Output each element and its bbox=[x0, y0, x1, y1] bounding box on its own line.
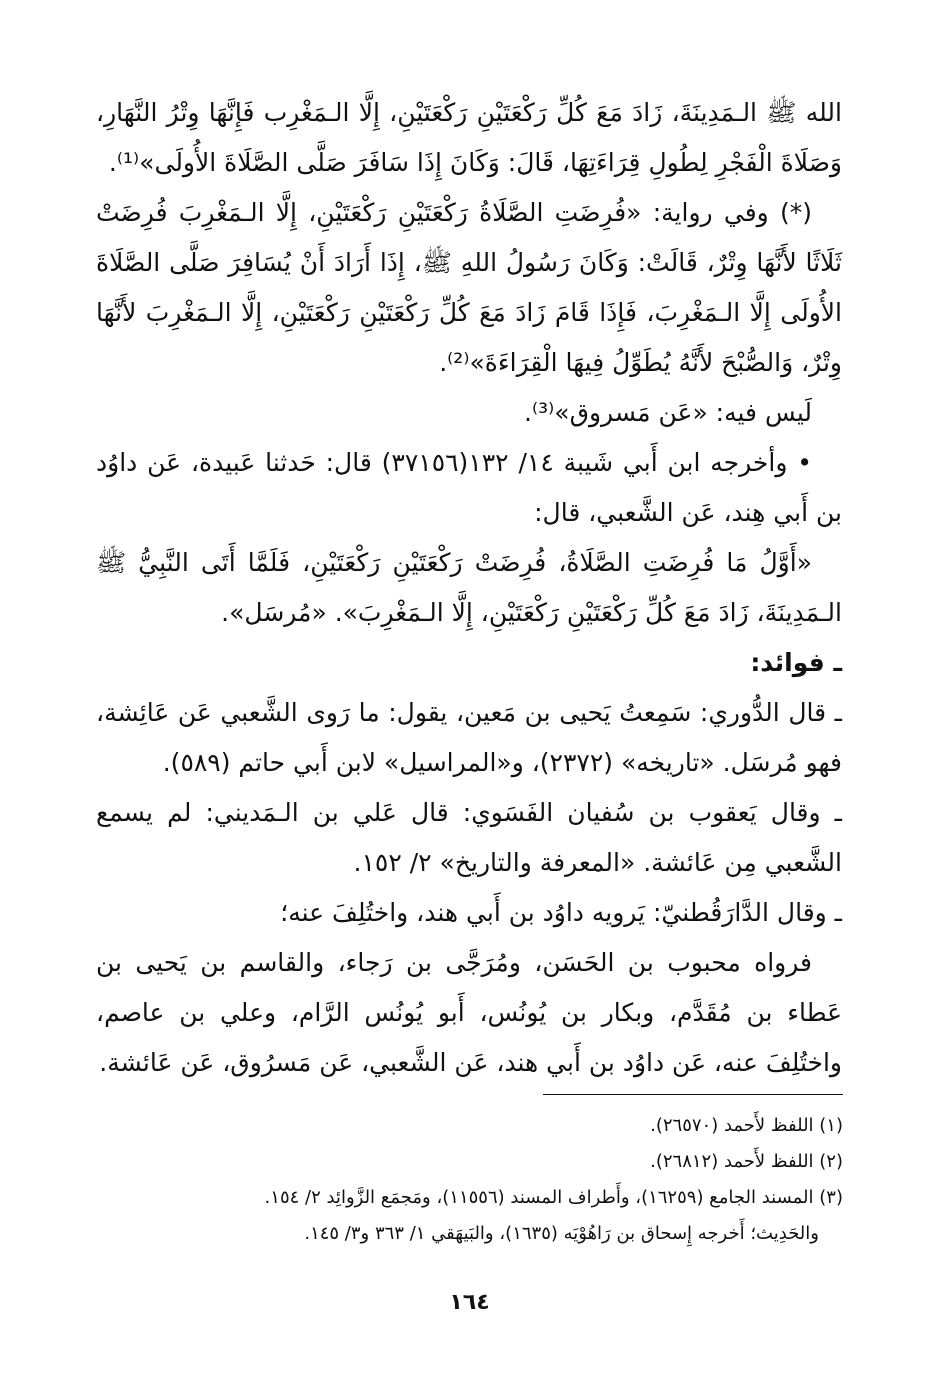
footnote-1: (١) اللفظ لأَحمد (٢٦٥٧٠). bbox=[650, 1115, 843, 1136]
paragraph-duri: ـ قال الدُّوري: سَمِعتُ يَحيى بن مَعين، يقول: ما رَوى الشَّعبي عَن عَائِشة، فهو مُرسَل. «تاريخه» (٢٣٧٢)، و«المراسيل» لابن أَبي حاتم (٥٨٩). bbox=[96, 698, 842, 777]
section-heading-fawaid: ـ فوائد: bbox=[750, 648, 842, 677]
footnotes bbox=[97, 1108, 843, 1252]
paragraph-mursal-hadith: «أَوَّلُ مَا فُرِضَتِ الصَّلَاةُ، فُرِضَتْ رَكْعَتَيْنِ رَكْعَتَيْنِ، فَلَمَّا أَتَى النَّبِيُّ ﷺ الـمَدِينَةَ، زَادَ مَعَ كُلِّ رَكْعَتَيْنِ رَكْعَتَيْنِ، إِلَّا الـمَغْرِبَ». «مُرسَل». bbox=[96, 548, 842, 627]
footnote-divider bbox=[543, 1094, 843, 1095]
paragraph-another-narration: (*) وفي رواية: «فُرِضَتِ الصَّلَاةُ رَكْعَتَيْنِ رَكْعَتَيْنِ، إِلَّا الـمَغْرِبَ فُرِضَتْ ثَلَاثًا لأَنَّهَا وِتْرٌ، قَالَتْ: وَكَانَ رَسُولُ اللهِ ﷺ، إِذَا أَرَادَ أَنْ يُسَافِرَ صَلَّى الصَّلَاةَ الأُولَى إِلَّا الـمَغْرِبَ، فَإِذَا قَامَ زَادَ مَعَ كُلِّ رَكْعَتَيْنِ رَكْعَتَيْنِ، إِلَّا الـمَغْرِبَ لأَنَّهَا وِتْرٌ، وَالصُّبْحَ لأَنَّهُ يُطَوِّلُ فِيهَا الْقِرَاءَةَ»⁽²⁾. bbox=[96, 198, 842, 377]
paragraph-narrators: فرواه محبوب بن الحَسَن، ومُرَجَّى بن رَجاء، والقاسم بن يَحيى بن عَطاء بن مُقَدَّم، وبكار بن يُونُس، أَبو يُونُس الرَّام، وعلي بن عاصم، واختُلِفَ عنه، عَن داوُد بن أَبي هند، عَن الشَّعبي، عَن مَسرُوق، عَن عَائشة. bbox=[96, 948, 842, 1077]
footnote-2: (٢) اللفظ لأَحمد (٢٦٨١٢). bbox=[650, 1151, 843, 1172]
main-text bbox=[96, 88, 842, 1088]
paragraph-yaqub-fasawi: ـ وقال يَعقوب بن سُفيان الفَسَوي: قال عَلي بن الـمَديني: لم يسمع الشَّعبي مِن عَائشة. «المعرفة والتاريخ» ٢/ ١٥٢. bbox=[96, 798, 842, 877]
paragraph-hadith-continuation: الله ﷺ الـمَدِينَةَ، زَادَ مَعَ كُلِّ رَكْعَتَيْنِ رَكْعَتَيْنِ، إِلَّا الـمَغْرِب فَإِنَّهَا وِتْرُ النَّهَارِ، وَصَلَاةَ الْفَجْرِ لِطُولِ قِرَاءَتِهَا، قَالَ: وَكَانَ إِذَا سَافَرَ صَلَّى الصَّلَاةَ الأُولَى»⁽¹⁾. bbox=[96, 98, 842, 177]
paragraph-daraqutni: ـ وقال الدَّارَقُطنيّ: يَرويه داوُد بن أَبي هند، واختُلِفَ عنه؛ bbox=[280, 898, 842, 927]
paragraph-note-masruq: لَيس فيه: «عَن مَسروق»⁽³⁾. bbox=[524, 398, 812, 427]
footnote-3: (٣) المسند الجامع (١٦٢٥٩)، وأَطراف المسند (١١٥٥٦)، ومَجمَع الزَّوائِد ٢/ ١٥٤. bbox=[264, 1187, 843, 1208]
paragraph-ibn-abi-shayba: • وأخرجه ابن أَبي شَيبة ١٤/ ١٣٢(٣٧١٥٦) قال: حَدثنا عَبيدة، عَن داوُد بن أَبي هِند، عَن الشَّعبي، قال: bbox=[96, 448, 842, 527]
page-number: ١٦٤ bbox=[449, 1290, 490, 1315]
footnote-3-continuation: والحَدِيث؛ أَخرجه إِسحاق بن رَاهُوْيَه (١٦٣٥)، والبَيهَقي ١/ ٣٦٣ و٣/ ١٤٥. bbox=[304, 1223, 819, 1244]
